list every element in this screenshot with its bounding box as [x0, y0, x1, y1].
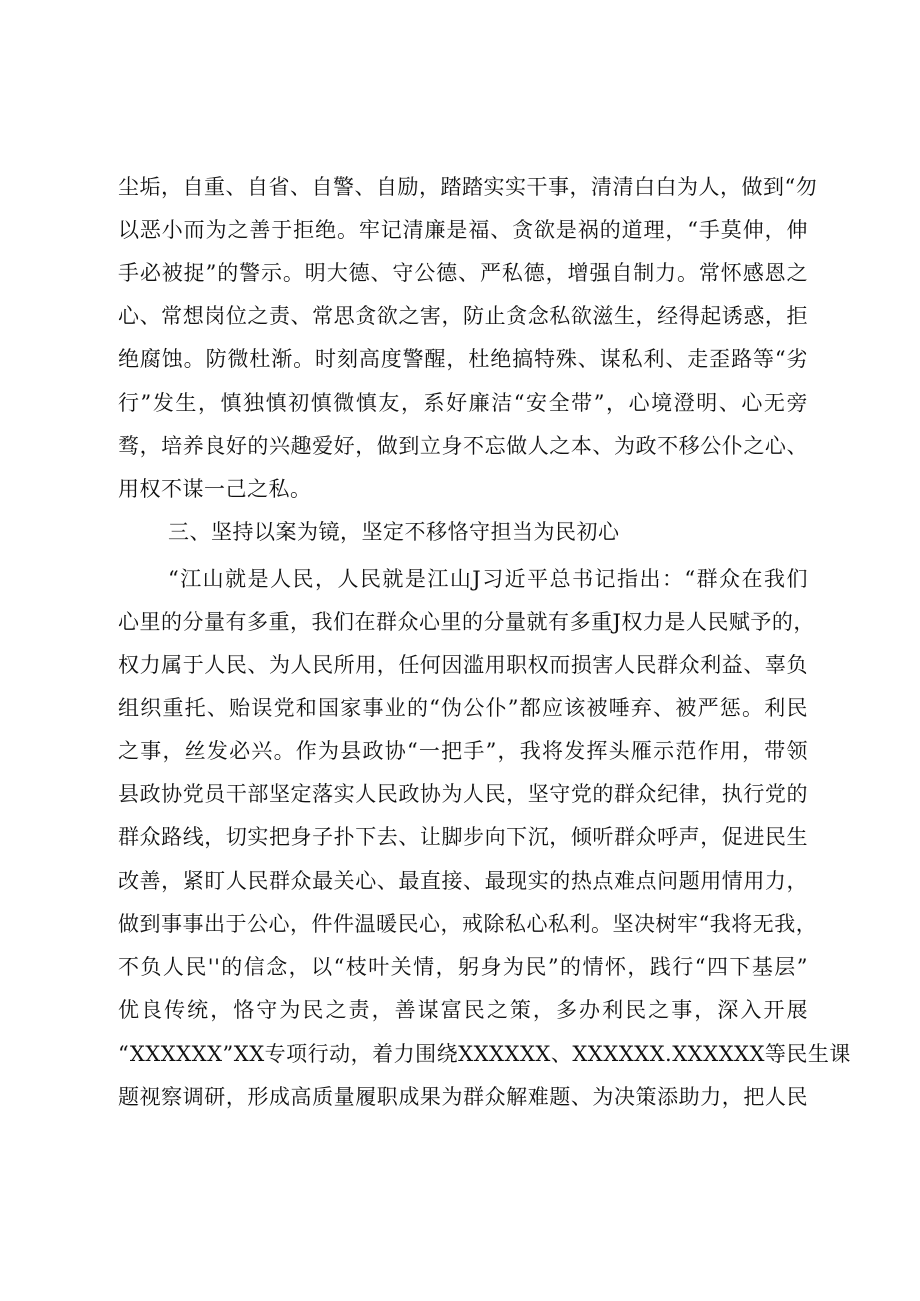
text-line: 心、常想岗位之责、常思贪欲之害，防止贪念私欲滋生，经得起诱惑，拒: [118, 304, 808, 328]
text-line: “江山就是人民，人民就是江山J习近平总书记指出：“群众在我们: [168, 567, 808, 591]
text-line: 组织重托、贻误党和国家事业的“伪公仆”都应该被唾弃、被严惩。利民: [118, 696, 808, 720]
text-line: 行”发生，慎独慎初慎微慎友，系好廉洁“安全带”，心境澄明、心无旁: [118, 391, 808, 415]
text-line: 优良传统，恪守为民之责，善谋富民之策，多办利民之事，深入开展: [118, 998, 808, 1022]
section-heading: 三、坚持以案为镜，坚定不移恪守担当为民初心: [168, 520, 620, 544]
text-line: 不负人民''的信念，以“枝叶关情，躬身为民”的情怀，践行“四下基层”: [118, 955, 808, 979]
text-line: 之事，丝发必兴。作为县政协“一把手”，我将发挥头雁示范作用，带领: [118, 739, 808, 763]
text-line: 以恶小而为之善于拒绝。牢记清廉是福、贪欲是祸的道理，“手莫伸，伸: [118, 218, 808, 242]
text-line: 做到事事出于公心，件件温暖民心，戒除私心私利。坚决树牢“我将无我，: [118, 912, 818, 936]
text-line: 用权不谋一己之私。: [118, 477, 312, 501]
text-line: “XXXXXX”XX专项行动，着力围绕XXXXXX、XXXXXX.XXXXXX等民生课: [118, 1042, 851, 1066]
text-line: 县政协党员干部坚定落实人民政协为人民，坚守党的群众纪律，执行党的: [118, 782, 808, 806]
text-line: 骛，培养良好的兴趣爱好，做到立身不忘做人之本、为政不移公仆之心、: [118, 434, 808, 458]
text-line: 手必被捉”的警示。明大德、守公德、严私德，增强自制力。常怀感恩之: [118, 261, 808, 285]
text-line: 权力属于人民、为人民所用，任何因滥用职权而损害人民群众利益、辜负: [118, 653, 808, 677]
text-line: 尘垢，自重、自省、自警、自励，踏踏实实干事，清清白白为人，做到“勿: [118, 175, 818, 199]
text-line: 改善，紧盯人民群众最关心、最直接、最现实的热点难点问题用情用力，: [118, 869, 808, 893]
text-line: 群众路线，切实把身子扑下去、让脚步向下沉，倾听群众呼声，促进民生: [118, 825, 808, 849]
text-line: 绝腐蚀。防微杜渐。时刻高度警醒，杜绝搞特殊、谋私利、走歪路等“劣: [118, 347, 808, 371]
text-line: 心里的分量有多重，我们在群众心里的分量就有多重J权力是人民赋予的，: [118, 610, 815, 634]
text-line: 题视察调研，形成高质量履职成果为群众解难题、为决策添助力，把人民: [118, 1085, 808, 1109]
